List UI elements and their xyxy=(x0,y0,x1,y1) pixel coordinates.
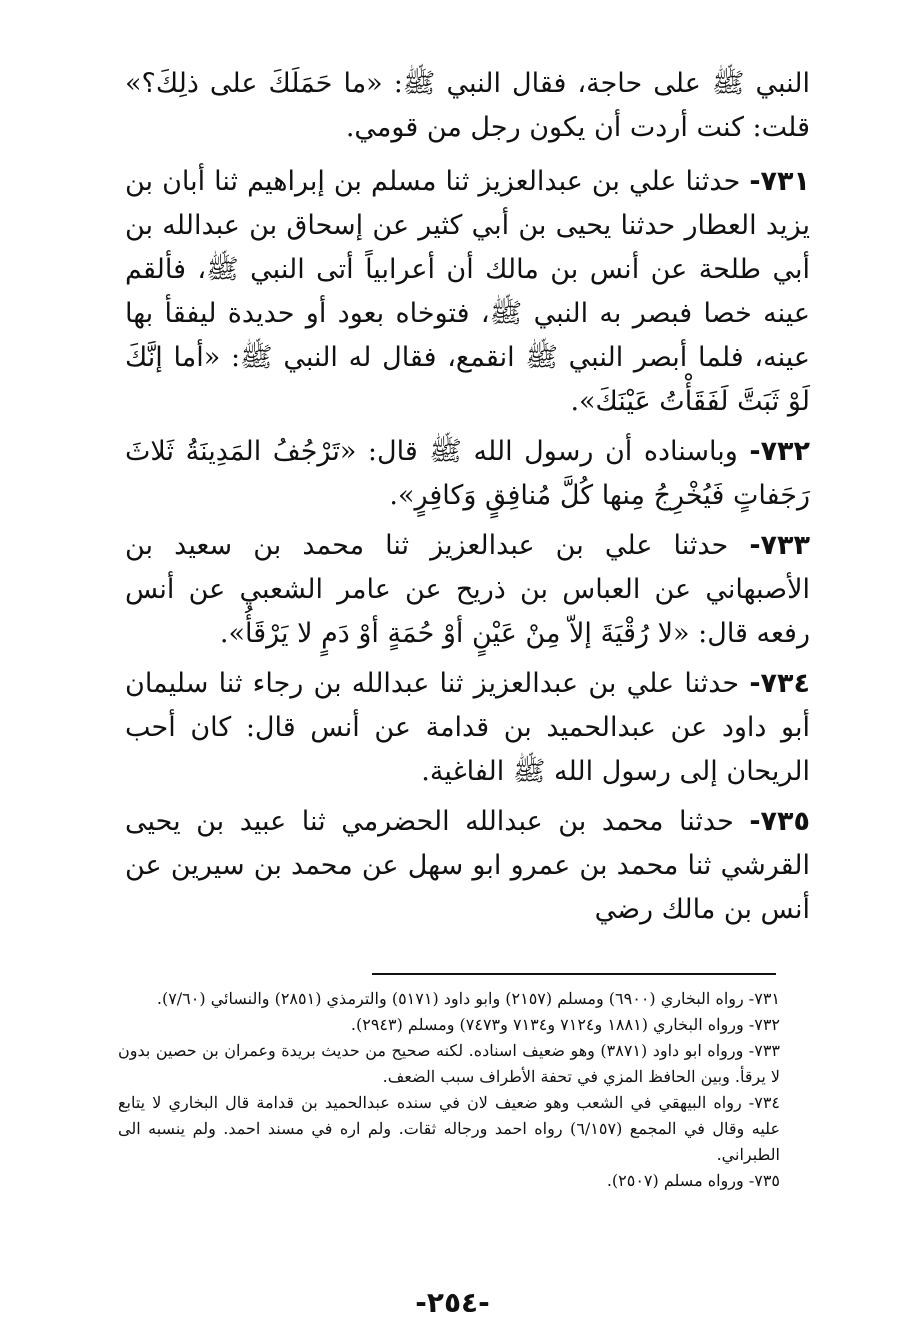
hadith-number: ٧٣٣- xyxy=(749,530,810,561)
hadith-text: حدثنا محمد بن عبدالله الحضرمي ثنا عبيد بن يحيى القرشي ثنا محمد بن عمرو ابو سهل عن محمد بن سيرين عن أنس بن مالك رضي xyxy=(125,806,810,925)
hadith-number: ٧٣٥- xyxy=(749,806,810,837)
hadith-text: حدثنا علي بن عبدالعزيز ثنا مسلم بن إبراهيم ثنا أبان بن يزيد العطار حدثنا يحيى بن أبي كثير عن إسحاق بن عبدالله بن أبي طلحة عن أنس بن مالك أن أعرابياً أتى النبي ﷺ، فألقم عينه خصا فبصر به النبي ﷺ، فتوخاه بعود أو حديدة ليفقأ بها عينه، فلما أبصر النبي ﷺ انقمع، فقال له النبي ﷺ: «أما إنَّكَ لَوْ ثَبَتَّ لَفَقَأْتُ عَيْنَكَ». xyxy=(125,166,810,417)
hadith-text: وباسناده أن رسول الله ﷺ قال: «تَرْجُفُ المَدِينَةُ ثَلاثَ رَجَفاتٍ فَيُخْرِجُ مِنها كُلَّ مُنافِقٍ وَكافِرٍ». xyxy=(125,436,810,511)
hadith-text: حدثنا علي بن عبدالعزيز ثنا محمد بن سعيد بن الأصبهاني عن العباس بن ذريح عن عامر الشعبي عن أنس رفعه قال: «لا رُقْيَةَ إلاّ مِنْ عَيْنٍ أوْ حُمَةٍ أوْ دَمٍ لا يَرْقَأُ». xyxy=(125,530,810,649)
footnote: ٧٣٣- ورواه ابو داود (٣٨٧١) وهو ضعيف اسناده. لكنه صحيح من حديث بريدة وعمران بن حصين بدون لا يرقأ. وبين الحافظ المزي في تحفة الأطراف سبب الضعف. xyxy=(118,1041,780,1086)
hadith-text: حدثنا علي بن عبدالعزيز ثنا عبدالله بن رجاء ثنا سليمان أبو داود عن عبدالحميد بن قدامة عن أنس قال: كان أحب الريحان إلى رسول الله ﷺ الفاغية. xyxy=(125,668,810,787)
hadith-paragraph xyxy=(125,430,810,518)
hadith-paragraph xyxy=(125,524,810,656)
footnotes xyxy=(118,986,780,1194)
hadith-paragraph xyxy=(125,800,810,932)
hadith-number: ٧٣٢- xyxy=(749,436,811,467)
hadith-number: ٧٣٤- xyxy=(749,668,810,699)
main-text xyxy=(125,62,810,938)
footnote: ٧٣٢- ورواه البخاري (١٨٨١ و٧١٢٤ و٧١٣٤ و٧٤٧٣) ومسلم (٢٩٤٣). xyxy=(350,1015,780,1034)
footnote: ٧٣٤- رواه البيهقي في الشعب وهو ضعيف لان في سنده عبدالحميد بن قدامة قال البخاري لا يتابع عليه وقال في المجمع (٦/١٥٧) رواه احمد ورجاله ثقات. ولم اره في مسند احمد. ولم ينسبه الى الطبراني. xyxy=(118,1093,781,1164)
hadith-paragraph xyxy=(125,160,810,424)
footnote-divider xyxy=(372,973,776,975)
page-number: -٢٥٤- xyxy=(415,1286,490,1319)
hadith-number: ٧٣١- xyxy=(749,166,810,197)
footnote: ٧٣٥- ورواه مسلم (٢٥٠٧). xyxy=(606,1171,780,1190)
continuation-paragraph: النبي ﷺ على حاجة، فقال النبي ﷺ: «ما حَمَلَكَ على ذلِكَ؟» قلت: كنت أردت أن يكون رجل من قومي. xyxy=(125,68,810,143)
footnote: ٧٣١- رواه البخاري (٦٩٠٠) ومسلم (٢١٥٧) وابو داود (٥١٧١) والترمذي (٢٨٥١) والنسائي (٧/٦٠). xyxy=(156,989,780,1008)
hadith-paragraph xyxy=(125,662,810,794)
